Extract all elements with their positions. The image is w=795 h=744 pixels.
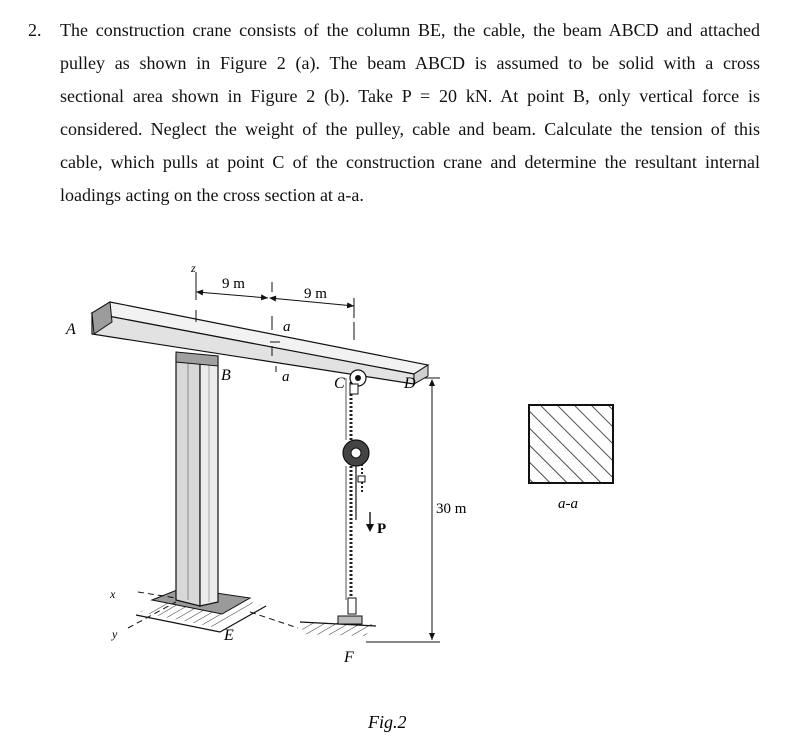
- axis-z-label: z: [191, 261, 196, 275]
- problem-line: The construction crane consists of the column BE, the cable, the beam ABCD and attached: [60, 20, 760, 40]
- problem-line: pulley as shown in Figure 2 (a). The beam ABCD is assumed to be solid with a cross: [60, 53, 760, 73]
- problem-line: sectional area shown in Figure 2 (b). Take P = 20 kN. At point B, only vertical force is: [60, 86, 760, 106]
- axis-y-label: y: [112, 627, 118, 641]
- problem-line: cable, which pulls at point C of the construction crane and determine the resultant internal: [60, 152, 760, 172]
- dim-height: 30 m: [436, 501, 467, 517]
- problem-line: considered. Neglect the weight of the pulley, cable and beam. Calculate the tension of this: [60, 119, 760, 139]
- dimension-height: [366, 378, 440, 642]
- label-D: D: [404, 375, 416, 392]
- label-a-top: a: [283, 319, 291, 335]
- figure-caption: Fig.2: [368, 712, 407, 732]
- pulley-C: [350, 370, 366, 394]
- label-P: P: [377, 521, 387, 537]
- axis-x-label: x: [110, 587, 116, 601]
- dim-span-left: 9 m: [222, 276, 245, 292]
- label-B: B: [221, 367, 231, 384]
- problem-line: loadings acting on the cross section at a-a.: [60, 185, 364, 205]
- column-BE: [176, 356, 218, 606]
- dim-span-right: 9 m: [304, 286, 327, 302]
- label-a-bottom: a: [282, 369, 290, 385]
- label-F: F: [344, 649, 354, 666]
- label-C: C: [334, 375, 345, 392]
- anchor-F-ground: [300, 616, 376, 636]
- section-label: a-a: [558, 496, 578, 512]
- label-E: E: [224, 627, 234, 644]
- problem-number: 2.: [28, 20, 42, 40]
- load-P-arrow: [366, 512, 374, 532]
- label-A: A: [66, 321, 76, 338]
- beam-ABCD: [92, 302, 428, 384]
- cross-section-a-a: [529, 405, 613, 483]
